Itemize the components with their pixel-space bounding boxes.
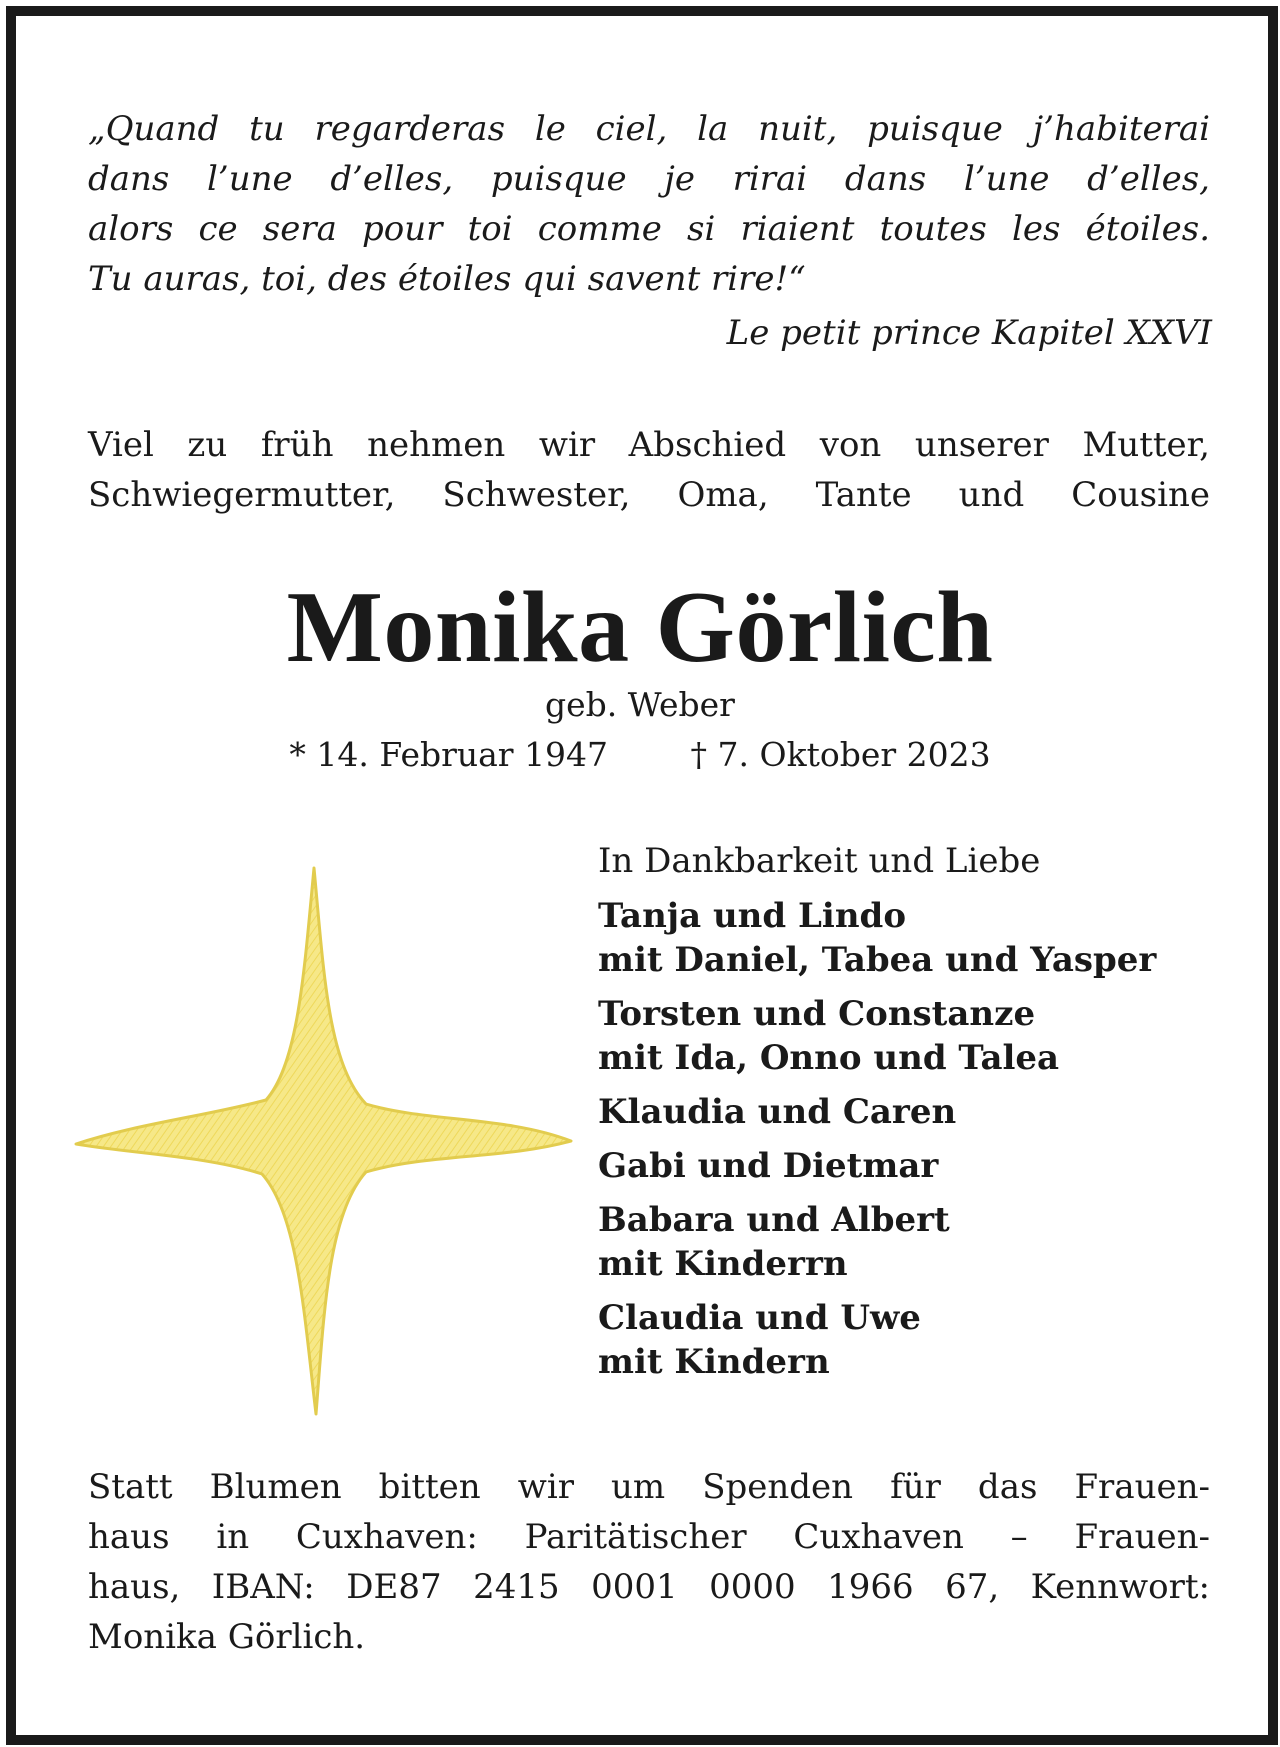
family-entry: [598, 894, 1218, 982]
family-line: Gabi und Dietmar: [598, 1146, 939, 1186]
family-line: Babara und Albert: [598, 1200, 950, 1240]
family-list: [598, 894, 1218, 1384]
family-line: Torsten und Constanze: [598, 994, 1036, 1034]
family-line: mit Kinderrn: [598, 1244, 848, 1284]
donation-line: haus, IBAN: DE87 2415 0001 0000 1966 67, Kennwort:: [88, 1567, 1210, 1607]
farewell-intro: [88, 420, 1210, 520]
family-entry: [598, 992, 1218, 1080]
obituary-notice: [16, 16, 1264, 1731]
deceased-name: Monika Görlich: [286, 571, 994, 684]
family-entry: [598, 1090, 1218, 1134]
mourners-intro: In Dankbarkeit und Liebe: [598, 841, 1041, 881]
family-entry: [598, 1144, 1218, 1188]
family-line: mit Daniel, Tabea und Yasper: [598, 940, 1157, 980]
family-line: Claudia und Uwe: [598, 1298, 921, 1338]
quote-source: Le petit prince Kapitel XXVI: [726, 313, 1212, 353]
birth-date: * 14. Februar 1947: [289, 735, 609, 774]
mourners-block: [598, 836, 1218, 1394]
donation-line: Statt Blumen bitten wir um Spenden für das Frauen-: [88, 1467, 1210, 1507]
donation-notice: [88, 1462, 1210, 1662]
quote-line: „Quand tu regarderas le ciel, la nuit, puisque j’habiterai: [88, 109, 1210, 149]
quote-block: [88, 104, 1210, 304]
yellow-star-icon: [66, 854, 576, 1424]
family-entry: [598, 1198, 1218, 1286]
maiden-name: geb. Weber: [545, 685, 735, 724]
donation-line: Monika Görlich.: [88, 1617, 366, 1657]
family-line: mit Ida, Onno und Talea: [598, 1038, 1060, 1078]
quote-line: alors ce sera pour toi comme si riaient toutes les étoiles.: [88, 209, 1210, 249]
family-entry: [598, 1296, 1218, 1384]
family-line: mit Kindern: [598, 1342, 830, 1382]
intro-line: Viel zu früh nehmen wir Abschied von unserer Mutter,: [88, 425, 1210, 465]
family-line: Klaudia und Caren: [598, 1092, 957, 1132]
intro-line: Schwiegermutter, Schwester, Oma, Tante und Cousine: [88, 475, 1210, 515]
life-dates: [16, 732, 1264, 778]
quote-line: dans l’une d’elles, puisque je rirai dans l’une d’elles,: [88, 159, 1210, 199]
star-shape: [76, 868, 571, 1414]
donation-line: haus in Cuxhaven: Paritätischer Cuxhaven – Frauen-: [88, 1517, 1210, 1557]
quote-line: Tu auras, toi, des étoiles qui savent rire!“: [88, 259, 806, 299]
death-date: † 7. Oktober 2023: [690, 735, 991, 774]
family-line: Tanja und Lindo: [598, 896, 907, 936]
